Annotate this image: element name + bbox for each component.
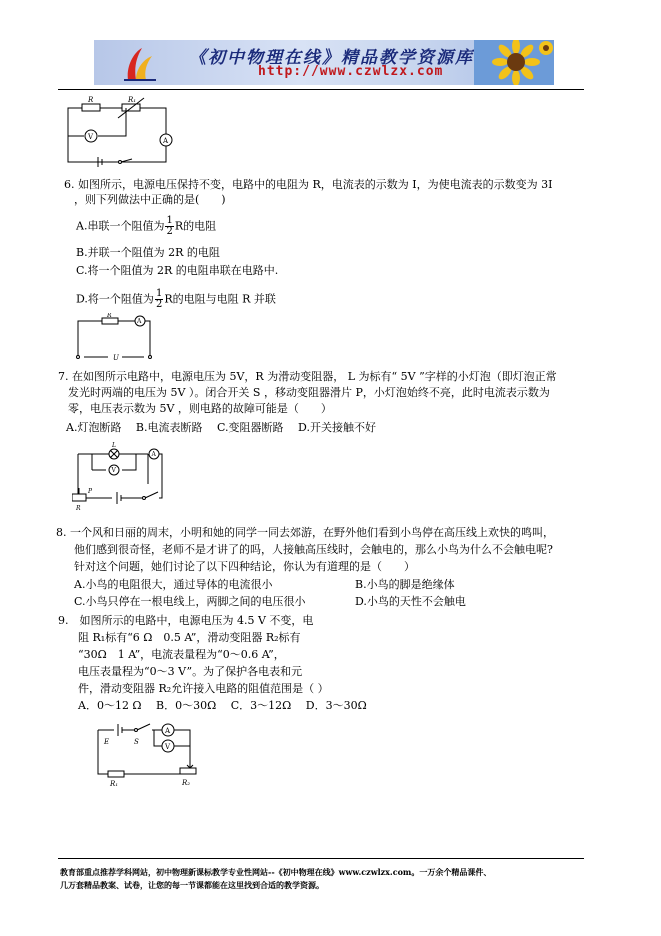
q8-line3: 针对这个问题，她们讨论了以下四种结论，你认为有道理的是（ ）: [74, 560, 415, 573]
diagram3-label-r: R: [76, 505, 81, 512]
header-title: 《初中物理在线》精品教学资源库: [189, 48, 474, 68]
q7-line2: 发光时两端的电压为 5V ）。闭合开关 S ，移动变阻器滑片 P，小灯泡始终不亮，此时电流表示数为: [68, 386, 550, 399]
header-url[interactable]: http://www.czwlzx.com: [258, 64, 444, 79]
header-banner: [94, 40, 554, 85]
q7-line1: 7. 在如图所示电路中，电源电压为 5V，R 为滑动变阻器， L 为标有“ 5V ”字样的小灯泡（即灯泡正常: [58, 370, 557, 383]
q9-line3: “30Ω 1 A”，电流表量程为“0～0.6 A”，: [78, 648, 285, 661]
footer-line2: 几万套精品教案、试卷，让您的每一节课都能在这里找到合适的教学资源。: [60, 880, 324, 890]
q8-option-d: D.小鸟的天性不会触电: [355, 595, 466, 608]
circuit-diagram-4: [94, 722, 204, 790]
diagram4-label-a: A: [165, 727, 171, 735]
q6-option-a-text: A.串联一个阻值为: [76, 219, 165, 233]
circuit-diagram-1: [64, 96, 176, 168]
diagram1-label-a: A: [163, 137, 169, 145]
q6-line2: ，则下列做法中正确的是( ): [74, 193, 226, 206]
q9-line2: 阻 R₁标有“6 Ω 0.5 A”，滑动变阻器 R₂标有: [78, 631, 301, 644]
q6-option-a: [76, 216, 216, 237]
footer-line1: 教育部重点推荐学科网站，初中物理新课标教学专业性网站--《初中物理在线》www.czwlzx.com。一万余个精品课件、: [60, 867, 492, 877]
diagram3-label-a: A: [151, 451, 156, 458]
q6-option-d-suffix: R的电阻与电阻 R 并联: [164, 292, 276, 306]
diagram2-label-u: U: [113, 354, 119, 362]
fraction-half: $\frac{1}{2}$: [155, 288, 163, 310]
q8-option-b: B.小鸟的脚是绝缘体: [355, 578, 455, 591]
q7-line3: 零，电压表示数为 5V ，则电路的故障可能是（ ）: [68, 402, 332, 415]
q6-option-b: B.并联一个阻值为 2R 的电阻: [76, 246, 220, 259]
q6-option-d: [76, 289, 276, 310]
diagram1-label-r1: R₁: [128, 96, 137, 104]
q6-option-a-suffix: R的电阻: [174, 219, 217, 233]
diagram1-label-v: V: [88, 133, 94, 141]
diagram3-label-l: L: [112, 442, 116, 449]
fraction-half: $\frac{1}{2}$: [166, 215, 173, 237]
diagram2-label-r: R: [107, 313, 112, 319]
q7-options: A.灯泡断路 B.电流表断路 C.变阻器断路 D.开关接触不好: [66, 421, 376, 434]
diagram1-label-r: R: [88, 96, 94, 104]
circuit-diagram-3: [72, 440, 168, 516]
site-logo-icon: [122, 46, 158, 82]
sunflower-image-icon: [474, 40, 554, 85]
diagram3-label-v: V: [111, 467, 116, 474]
q8-option-a: A.小鸟的电阻很大，通过导体的电流很小: [74, 578, 273, 591]
diagram3-label-p: P: [88, 488, 93, 495]
header-rule: [58, 89, 584, 90]
q9-line4: 电压表量程为“0～3 V”。为了保护各电表和元: [78, 665, 303, 678]
q9-options: A．0～12 Ω B．0～30Ω C．3～12Ω D．3～30Ω: [78, 699, 367, 712]
circuit-diagram-2: [74, 313, 156, 363]
q8-line1: 8. 一个风和日丽的周末，小明和她的同学一同去郊游，在野外他们看到小鸟停在高压线上欢快的鸣叫，: [56, 526, 554, 539]
diagram4-label-e: E: [104, 738, 110, 746]
diagram4-label-v: V: [165, 743, 171, 751]
q9-line5: 件，滑动变阻器 R₂允许接入电路的阻值范围是（ ）: [78, 682, 329, 695]
diagram4-label-r1: R₁: [110, 780, 119, 788]
q9-line1: 9. 如图所示的电路中，电源电压为 4.5 V 不变，电: [58, 614, 314, 627]
q6-option-d-text: D.将一个阻值为: [76, 292, 154, 306]
diagram4-label-r2: R₂: [182, 779, 191, 787]
diagram2-label-a: A: [137, 318, 142, 325]
q8-option-c: C.小鸟只停在一根电线上，两脚之间的电压很小: [74, 595, 306, 608]
footer-rule: [58, 858, 584, 859]
q6-option-c: C.将一个阻值为 2R 的电阻串联在电路中.: [76, 264, 279, 277]
q8-line2: 他们感到很奇怪，老师不是才讲了的吗，人接触高压线时，会触电的，那么小鸟为什么不会触电呢?: [74, 543, 553, 556]
q6-line1: 6. 如图所示，电源电压保持不变，电路中的电阻为 R，电流表的示数为 I，为使电流表的示数变为 3I: [64, 178, 553, 191]
diagram4-label-s: S: [134, 738, 139, 746]
